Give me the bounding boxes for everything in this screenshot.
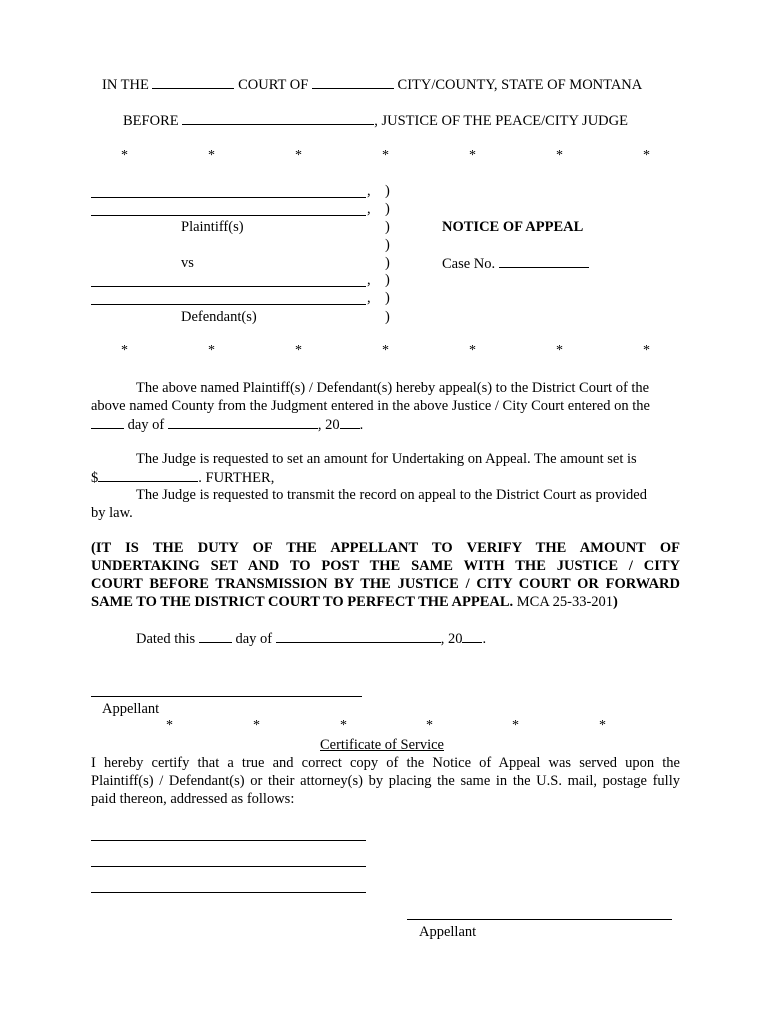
separator-star: *	[208, 343, 215, 358]
caption-paren: )	[385, 219, 390, 235]
dated-this-label: Dated this	[136, 631, 196, 647]
separator-star: *	[121, 343, 128, 358]
warning-line4-text: SAME TO THE DISTRICT COURT TO PERFECT THE APPEAL.	[91, 594, 514, 610]
undertaking-paragraph-line1: The Judge is requested to set an amount for Undertaking on Appeal. The amount set is	[136, 451, 637, 467]
case-no-label: Case No.	[442, 256, 496, 272]
dated-day-of-label: day of	[235, 631, 273, 647]
certificate-line2: Plaintiff(s) / Defendant(s) or their attorney(s) by placing the same in the U.S. mail, postage fully	[91, 773, 680, 789]
plaintiffs-label: Plaintiff(s)	[181, 219, 244, 235]
year-prefix-label: , 20	[317, 417, 340, 433]
in-the-label: IN THE	[102, 77, 149, 93]
appellant-signature-field[interactable]	[91, 696, 362, 697]
separator-star: *	[340, 718, 347, 733]
separator-star: *	[643, 343, 650, 358]
address-field-3[interactable]	[91, 892, 366, 893]
judgment-year-field[interactable]	[340, 416, 360, 429]
separator-star: *	[121, 148, 128, 163]
comma: ,	[367, 201, 371, 217]
undertaking-amount-field[interactable]	[98, 469, 198, 482]
defendant-name-field-1[interactable]	[91, 286, 366, 287]
warning-line1: (IT IS THE DUTY OF THE APPELLANT TO VERIFY THE AMOUNT OF	[91, 540, 680, 556]
justice-label: , JUSTICE OF THE PEACE/CITY JUDGE	[374, 113, 628, 129]
separator-star: *	[469, 148, 476, 163]
address-field-1[interactable]	[91, 840, 366, 841]
state-label: CITY/COUNTY, STATE OF MONTANA	[397, 77, 643, 93]
defendants-label: Defendant(s)	[181, 309, 257, 325]
caption-paren: )	[385, 290, 390, 306]
separator-star: *	[166, 718, 173, 733]
separator-star: *	[469, 343, 476, 358]
day-of-label: day of	[127, 417, 165, 433]
address-field-2[interactable]	[91, 866, 366, 867]
certificate-line3: paid thereon, addressed as follows:	[91, 791, 295, 807]
before-label: BEFORE	[123, 113, 179, 129]
court-header-line	[102, 76, 642, 94]
separator-star: *	[208, 148, 215, 163]
judge-name-field[interactable]	[182, 112, 374, 125]
comma: ,	[367, 290, 371, 306]
court-name-field[interactable]	[152, 76, 234, 89]
plaintiff-name-field-1[interactable]	[91, 197, 366, 198]
caption-paren: )	[385, 255, 390, 271]
appeal-paragraph-line2: above named County from the Judgment entered in the above Justice / City Court entered on the	[91, 398, 650, 414]
judgment-day-field[interactable]	[91, 416, 124, 429]
caption-paren: )	[385, 183, 390, 199]
separator-star: *	[253, 718, 260, 733]
certificate-title: Certificate of Service	[320, 737, 444, 753]
separator-star: *	[295, 148, 302, 163]
caption-paren: )	[385, 272, 390, 288]
caption-paren: )	[385, 309, 390, 325]
judgment-month-field[interactable]	[168, 416, 318, 429]
court-of-label: COURT OF	[238, 77, 309, 93]
period: .	[482, 631, 487, 647]
separator-star: *	[643, 148, 650, 163]
warning-line4	[91, 594, 618, 611]
dated-year-field[interactable]	[462, 630, 482, 643]
separator-star: *	[556, 148, 563, 163]
transmit-paragraph-line2: by law.	[91, 505, 133, 521]
certificate-appellant-label: Appellant	[419, 924, 477, 940]
separator-star: *	[295, 343, 302, 358]
separator-star: *	[512, 718, 519, 733]
certificate-line1: I hereby certify that a true and correct copy of the Notice of Appeal was served upon the	[91, 755, 680, 771]
transmit-paragraph-line1: The Judge is requested to transmit the record on appeal to the District Court as provided	[136, 487, 647, 503]
comma: ,	[367, 183, 371, 199]
caption-paren: )	[385, 237, 390, 253]
caption-paren: )	[385, 201, 390, 217]
certificate-signature-field[interactable]	[407, 919, 672, 920]
judge-line	[123, 112, 628, 130]
period: .	[359, 417, 364, 433]
separator-star: *	[599, 718, 606, 733]
plaintiff-name-field-2[interactable]	[91, 215, 366, 216]
dated-day-field[interactable]	[199, 630, 232, 643]
case-number-field[interactable]	[499, 255, 589, 268]
mca-citation: MCA 25-33-201	[516, 594, 614, 610]
undertaking-amount-line	[91, 469, 274, 487]
defendant-name-field-2[interactable]	[91, 304, 366, 305]
separator-star: *	[426, 718, 433, 733]
separator-star: *	[556, 343, 563, 358]
appellant-label: Appellant	[102, 701, 160, 717]
judgment-date-line	[91, 416, 363, 434]
dated-line	[136, 630, 486, 648]
further-label: . FURTHER,	[198, 470, 275, 486]
closing-paren: )	[613, 594, 618, 610]
county-name-field[interactable]	[312, 76, 394, 89]
appeal-paragraph-line1: The above named Plaintiff(s) / Defendant(s) hereby appeal(s) to the District Court of the	[136, 380, 650, 396]
separator-star: *	[382, 148, 389, 163]
comma: ,	[367, 272, 371, 288]
dated-year-prefix: , 20	[440, 631, 463, 647]
document-title: NOTICE OF APPEAL	[442, 219, 584, 235]
case-number-line	[442, 255, 589, 273]
separator-star: *	[382, 343, 389, 358]
dollar-sign: $	[91, 470, 99, 486]
warning-line3: COURT BEFORE TRANSMISSION BY THE JUSTICE / CITY COURT OR FORWARD	[91, 576, 680, 592]
warning-line2: UNDERTAKING SET AND TO POST THE SAME WITH THE JUSTICE / CITY	[91, 558, 680, 574]
dated-month-field[interactable]	[276, 630, 441, 643]
vs-label: vs	[181, 255, 194, 271]
